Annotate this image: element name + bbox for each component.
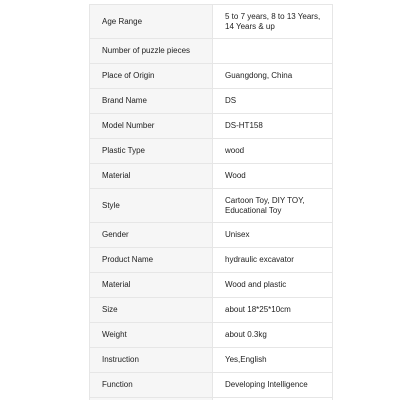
- spec-value: wood: [213, 139, 333, 164]
- table-row: [90, 348, 333, 373]
- spec-label: Age Range: [90, 5, 213, 39]
- spec-value: DS-HT158: [213, 114, 333, 139]
- spec-label: Place of Origin: [90, 64, 213, 89]
- spec-value: Wood and plastic: [213, 273, 333, 298]
- spec-value: Unisex: [213, 223, 333, 248]
- table-row: [90, 64, 333, 89]
- spec-value: Yes,English: [213, 348, 333, 373]
- spec-value: DS: [213, 89, 333, 114]
- spec-table: [89, 4, 333, 400]
- table-row: [90, 373, 333, 398]
- spec-value: Wood: [213, 164, 333, 189]
- spec-label: Brand Name: [90, 89, 213, 114]
- table-row: [90, 5, 333, 39]
- table-row: [90, 298, 333, 323]
- table-row: [90, 189, 333, 223]
- spec-label: Size: [90, 298, 213, 323]
- spec-value: about 0.3kg: [213, 323, 333, 348]
- spec-label: Number of puzzle pieces: [90, 39, 213, 64]
- spec-value: Developing Intelligence: [213, 373, 333, 398]
- spec-label: Material: [90, 164, 213, 189]
- table-row: [90, 273, 333, 298]
- table-row: [90, 89, 333, 114]
- spec-label: Weight: [90, 323, 213, 348]
- spec-label: Product Name: [90, 248, 213, 273]
- spec-value: hydraulic excavator: [213, 248, 333, 273]
- table-row: [90, 114, 333, 139]
- table-row: [90, 323, 333, 348]
- spec-value: [213, 39, 333, 64]
- spec-label: Instruction: [90, 348, 213, 373]
- spec-label: Style: [90, 189, 213, 223]
- spec-label: Material: [90, 273, 213, 298]
- table-row: [90, 248, 333, 273]
- spec-value: about 18*25*10cm: [213, 298, 333, 323]
- spec-label: Function: [90, 373, 213, 398]
- table-row: [90, 223, 333, 248]
- spec-value: Cartoon Toy, DIY TOY, Educational Toy: [213, 189, 333, 223]
- spec-label: Gender: [90, 223, 213, 248]
- table-row: [90, 39, 333, 64]
- spec-value: Guangdong, China: [213, 64, 333, 89]
- spec-label: Plastic Type: [90, 139, 213, 164]
- spec-label: Model Number: [90, 114, 213, 139]
- table-row: [90, 139, 333, 164]
- table-row: [90, 164, 333, 189]
- spec-value: 5 to 7 years, 8 to 13 Years, 14 Years & up: [213, 5, 333, 39]
